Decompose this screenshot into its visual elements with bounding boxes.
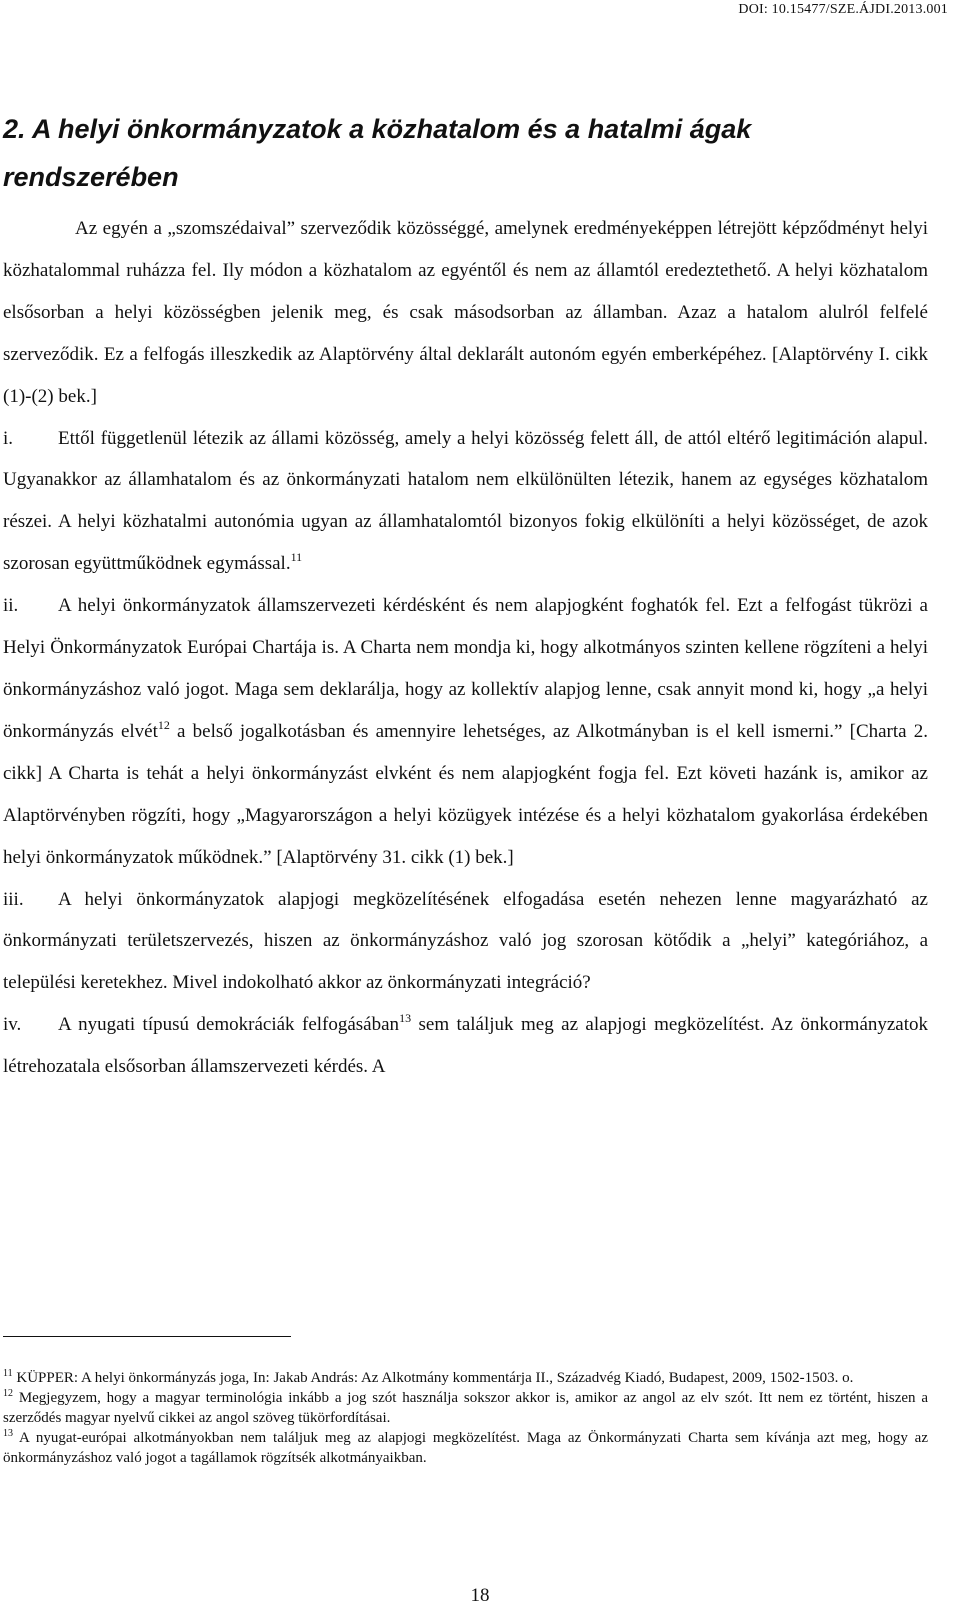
list-item-text: A helyi önkormányzatok államszervezeti kérdésként és nem alapjogként foghatók fel. Ezt a felfogást tükrözi a Helyi Önkormányzatok Európai Chartája is. A Charta nem mondja ki, hogy alkotmányos szinten kellene rögzíteni a helyi önkormányzáshoz való jogot. Maga sem deklarálja, hogy az kollektív alapjog lenne, csak annyit mond ki, hogy „a helyi önkormányzás elvét (3, 595, 928, 742)
footnote-13 (3, 1428, 928, 1468)
footnotes (3, 1368, 928, 1468)
page-number: 18 (470, 1585, 490, 1606)
footnote-text: Megjegyzem, hogy a magyar terminológia inkább a jog szót használja sokszor akkor is, amikor az angol az elv szót. Itt nem ez történt, hiszen a szerződés magyar nyelvű cikkei az angol szöveg tükörfordításai. (3, 1390, 928, 1426)
intro-paragraph: Az egyén a „szomszédaival” szerveződik közösséggé, amelynek eredményeképpen létrejött képződményt helyi közhatalommal ruházza fel. Ily módon a közhatalom az egyéntől és nem az államtól eredeztethető. A helyi közhatalom elsősorban a helyi közösségben jelenik meg, és csak másodsorban az államban. Azaz a hatalom alulról felfelé szerveződik. Ez a felfogás illeszkedik az Alaptörvény által deklarált autonóm egyén emberképéhez. [Alaptörvény I. cikk (1)-(2) bek.] (3, 218, 928, 407)
list-item-iv (3, 1004, 928, 1088)
list-item-text: a belső jogalkotásban és amennyire lehetséges, az Alkotmányban is el kell ismerni.” [Charta 2. cikk] A Charta is tehát a helyi önkormányzást elvként és nem alapjogként fogja fel. Ezt követi hazánk is, amikor az Alaptörvényben rögzíti, hogy „Magyarországon a helyi közügyek intézése és a helyi közhatalom gyakorlása érdekében helyi önkormányzatok működnek.” [Alaptörvény 31. cikk (1) bek.] (3, 720, 928, 868)
footnote-number: 11 (3, 1368, 13, 1379)
list-item-i (3, 418, 928, 586)
list-item-text: sem találjuk meg az alapjogi megközelítést. Az önkormányzatok létrehozatala elsősorban államszervezeti kérdés. A (3, 1014, 929, 1078)
list-item-text: A helyi önkormányzatok alapjogi megközelítésének elfogadása esetén nehezen lenne magyarázható az önkormányzati területszervezés, hiszen az önkormányzáshoz való jog szorosan kötődik a „helyi” kategóriához, a települési keretekhez. Mivel indokolható akkor az önkormányzati integráció? (3, 888, 928, 994)
list-item-text: Ettől függetlenül létezik az állami közösség, amely a helyi közösség felett áll, de attól eltérő legitimáción alapul. Ugyanakkor az államhatalom és az önkormányzati hatalom nem elkülönülten létezik, hanem az egységes közhatalom részei. A helyi közhatalmi autonómia ugyan az államhatalomtól bizonyos fokig elkülöníti a helyi közösséget, de azok szorosan együttműködnek egymással. (3, 427, 928, 575)
footnote-number: 13 (3, 1428, 13, 1439)
footnote-11 (3, 1368, 928, 1388)
list-item-iii (3, 879, 928, 1005)
section-heading: 2. A helyi önkormányzatok a közhatalom és a hatalmi ágak rendszerében (3, 114, 752, 192)
list-number: iii. (3, 888, 24, 910)
footnote-ref: 13 (399, 1011, 412, 1026)
footnote-separator (3, 1336, 291, 1337)
footnote-number: 12 (3, 1388, 13, 1399)
footnote-text: KÜPPER: A helyi önkormányzás joga, In: Jakab András: Az Alkotmány kommentárja II., Századvég Kiadó, Budapest, 2009, 1502-1503. o. (16, 1370, 854, 1386)
list-item-ii (3, 585, 928, 878)
doi-header: DOI: 10.15477/SZE.ÁJDI.2013.001 (738, 2, 948, 17)
footnote-ref: 12 (157, 717, 170, 732)
body-text (3, 208, 928, 1088)
footnote-ref: 11 (290, 550, 303, 565)
list-number: ii. (3, 595, 19, 617)
list-number: iv. (3, 1014, 22, 1036)
footnote-text: A nyugat-európai alkotmányokban nem találjuk meg az alapjogi megközelítést. Maga az Önkormányzati Charta sem kívánja azt meg, hogy az önkormányzáshoz való jogot a tagállamok rögzítsék alkotmányaikban. (3, 1430, 928, 1466)
list-number: i. (3, 427, 14, 449)
footnote-12 (3, 1388, 928, 1428)
list-item-text: A nyugati típusú demokráciák felfogásában (58, 1014, 400, 1036)
